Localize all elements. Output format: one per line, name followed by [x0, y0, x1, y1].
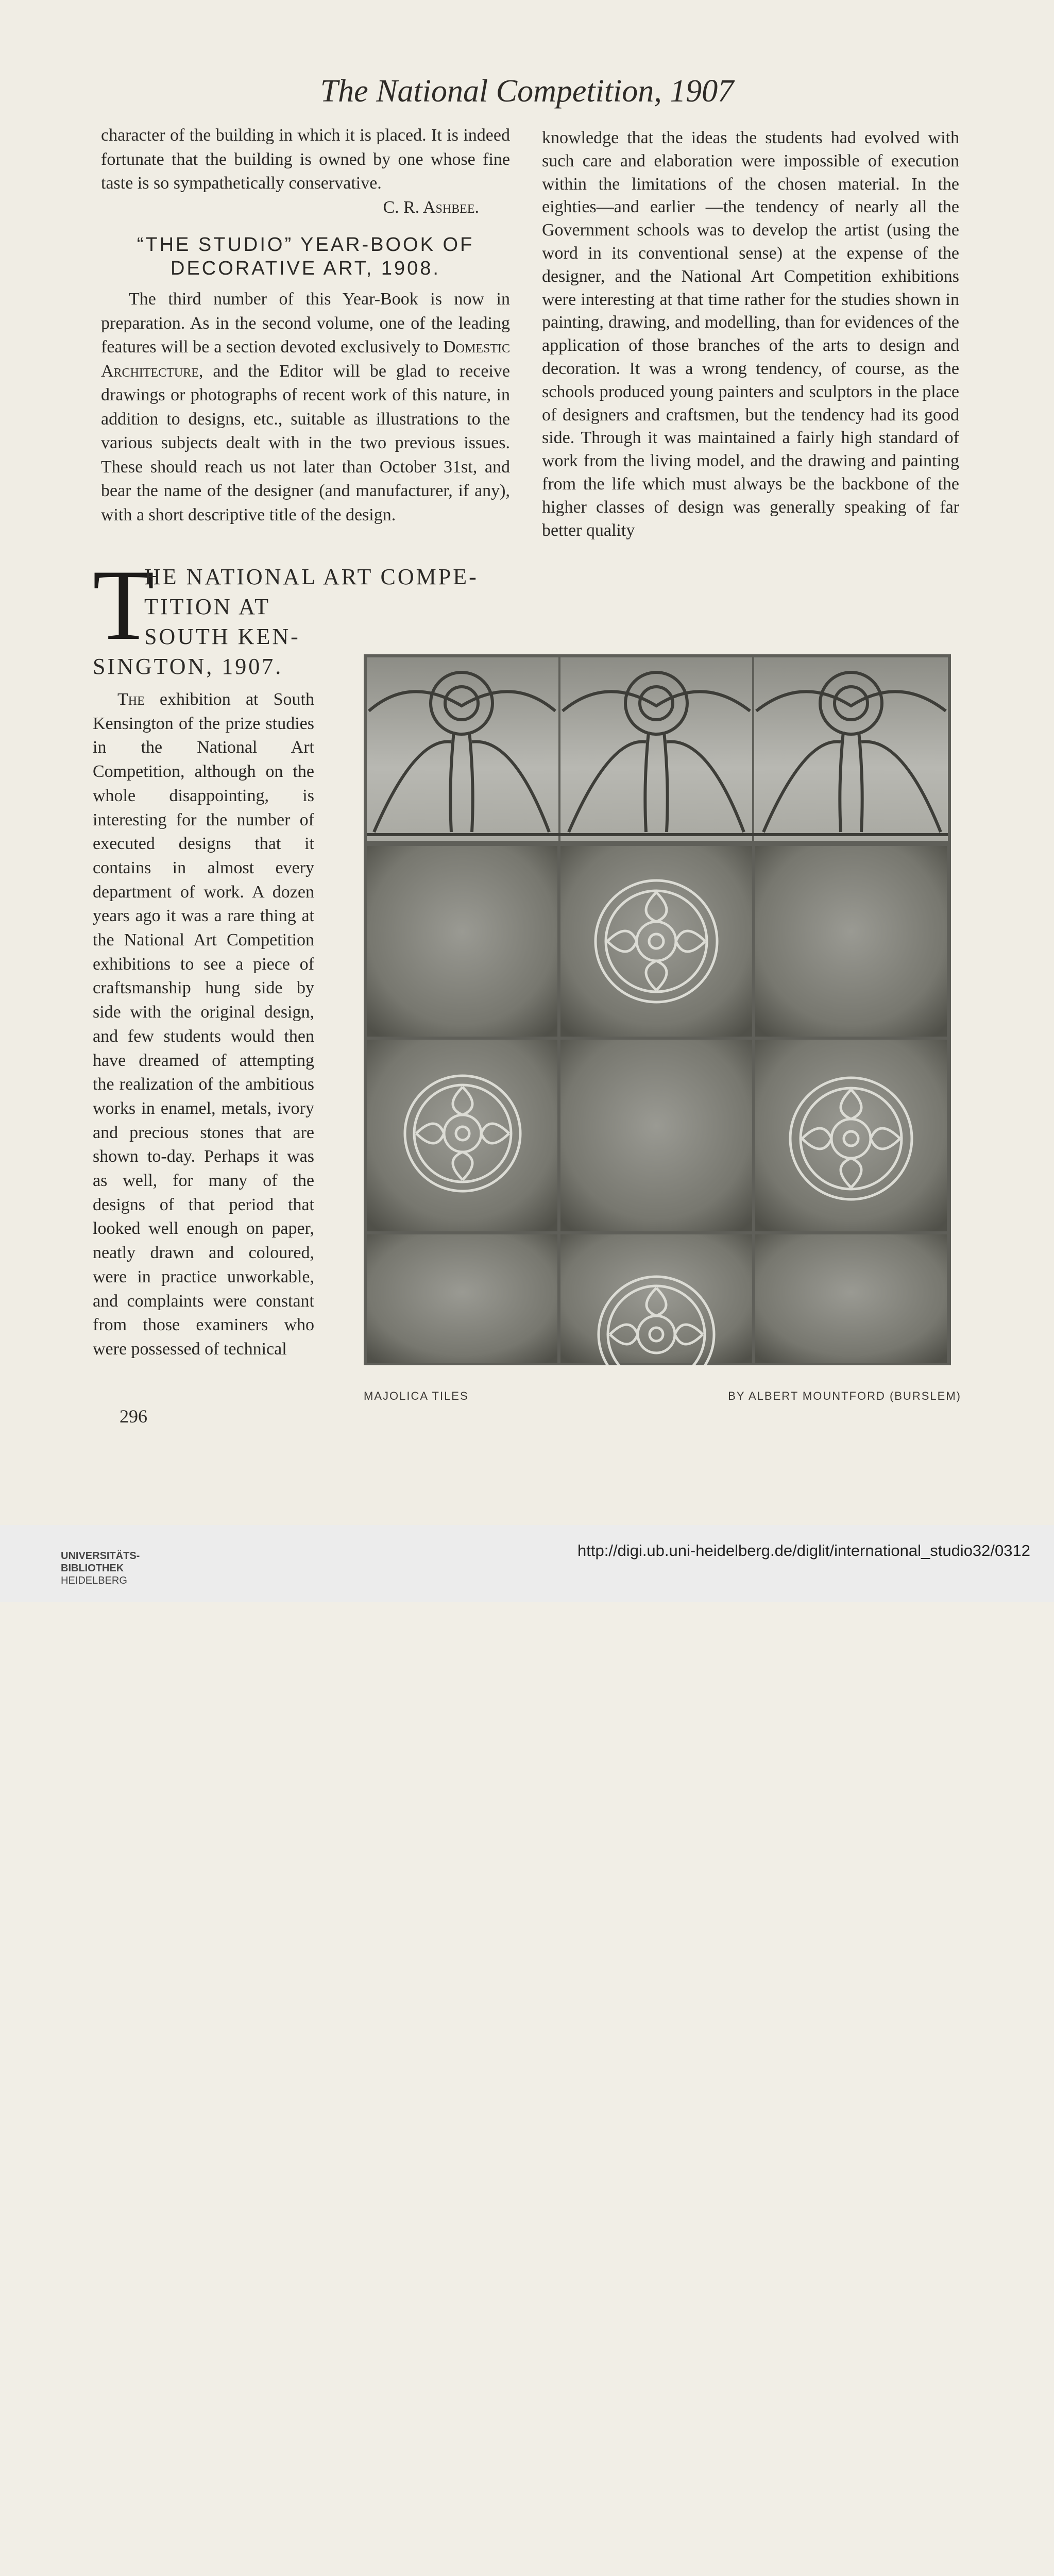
signature: C. R. Ashbee. [383, 197, 479, 217]
right-paragraph: knowledge that the ideas the students had evolved with such care and elaboration were impossible of execution within the limitations of the chosen material. In the eighties—and earlier —the tendency of nearly all the Government schools was to develop the artist (using the word in its conventional sense) at the expense of the designer, and the National Art Competition exhibitions were interesting at that time rather for the studies shown in painting, drawing, and modelling, than for evidences of the application of those branches of the arts to design and decoration. It was a wrong tendency, of course, as the schools produced young painters and sculptors in the place of designers and craftsmen, but the tendency had its good side. Through it was maintained a fairly high standard of work from the living model, and the drawing and painting from the life which must always be the backbone of the higher classes of design was generally speaking of far better quality [542, 128, 959, 540]
majolica-tiles-photo [364, 654, 951, 1365]
studio-yearbook-title [101, 233, 510, 280]
left-column [101, 124, 510, 527]
caption-left: MAJOLICA TILES [364, 1389, 469, 1402]
right-column [542, 127, 959, 542]
drop-cap: T [93, 549, 155, 661]
page-number: 296 [120, 1406, 147, 1427]
ashbee-paragraph: character of the building in which it is placed. It is indeed fortunate that the building is owned by one whose fine taste is so sympathetically conservative. [101, 126, 510, 193]
library-line1: UNIVERSITÄTS- [61, 1550, 140, 1562]
narrow-column [93, 688, 314, 1362]
library-line2: BIBLIOTHEK [61, 1563, 124, 1574]
heading-line1: HE NATIONAL ART COMPE- [144, 564, 479, 589]
caption-right: BY ALBERT MOUNTFORD (BURSLEM) [728, 1389, 961, 1402]
studio-text-b: , and the Editor will be glad to receive drawings or photographs of recent work of this nature, in addition to designs, etc., suitable as illustrations to the various subjects dealt with in the two previous issues. These should reach us not later than October 31st, and bear the name of the designer (and manufacturer, if any), with a short descriptive title of the design. [101, 361, 510, 524]
heading-line4: SINGTON, 1907. [93, 654, 283, 679]
library-footer [0, 1525, 1054, 1602]
library-name [61, 1550, 140, 1587]
tiles-illustration [364, 654, 951, 1365]
lead-word: The [117, 690, 145, 709]
source-url-link[interactable]: http://digi.ub.uni-heidelberg.de/diglit/international_studio32/0312 [577, 1541, 1030, 1560]
running-title: The National Competition, 1907 [320, 74, 734, 109]
heading-line3: SOUTH KEN- [144, 624, 300, 649]
studio-title-line2: DECORATIVE ART, 1908. [171, 258, 440, 279]
domestic-architecture: Domestic Architecture [101, 337, 510, 381]
signature-row [101, 196, 510, 220]
narrow-text: exhibition at South Kensington of the prize studies in the National Art Competition, although on the whole disappointing, is interesting for the number of executed designs that it contains in almost every department of work. A dozen years ago it was a rare thing at the National Art Competition exhibitions to see a piece of craftsmanship hung side by side with the original design, and few students would then have dreamed of attempting the realization of the ambitious works in enamel, metals, ivory and precious stones that are shown to-day. Perhaps it was as well, for many of the designs of that period that looked well enough on paper, neatly drawn and coloured, were in practice unworkable, and complaints were constant from those examiners who were possessed of technical [93, 690, 314, 1359]
border-tile-row [367, 657, 948, 841]
heading-line2: TITION AT [144, 594, 270, 619]
studio-yearbook-paragraph [101, 287, 510, 527]
library-line3: HEIDELBERG [61, 1575, 127, 1586]
studio-text-a: The third number of this Year-Book is now in preparation. As in the second volume, one of the leading features will be a section devoted exclusively to [101, 290, 510, 357]
narrow-paragraph [93, 688, 314, 1362]
studio-title-line1: “THE STUDIO” YEAR-BOOK OF [137, 234, 474, 256]
